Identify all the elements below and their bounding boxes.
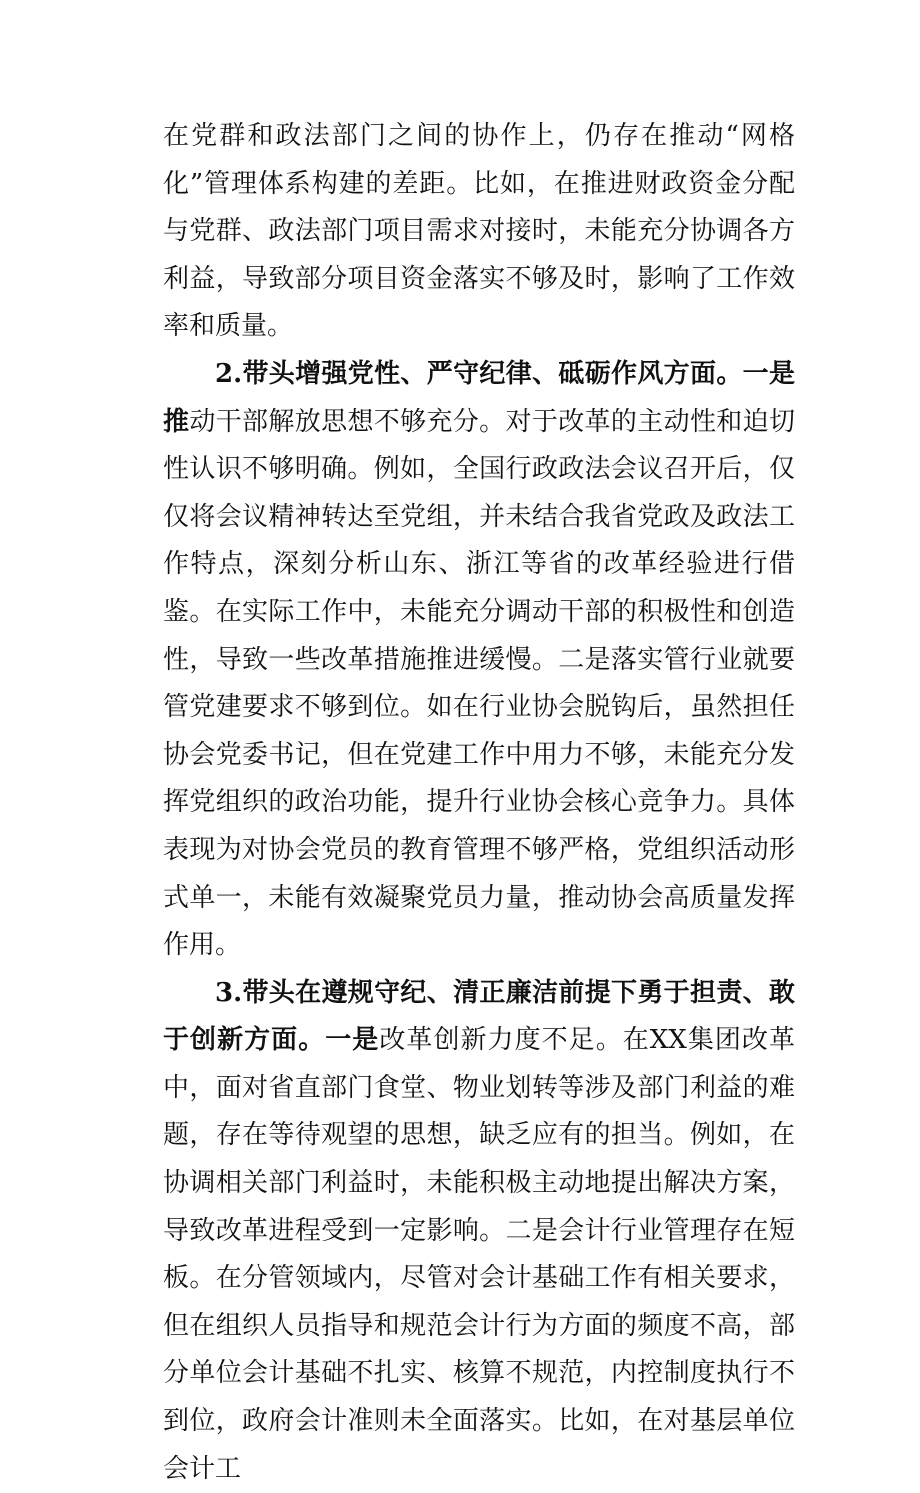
paragraph-3 — [163, 970, 795, 1493]
paragraph-1 — [163, 113, 795, 351]
paragraph-3-heading: 3.带头在遵规守纪、清正廉洁前提下勇于担责、敢于创新方面。 — [163, 977, 795, 1056]
document-body — [163, 113, 795, 1493]
paragraph-3-text: 改革创新力度不足。在XX集团改革中，面对省直部门食堂、物业划转等涉及部门利益的难题，存在等待观望的思想，缺乏应有的担当。例如，在协调相关部门利益时，未能积极主动地提出解决方案，导致改革进程受到一定影响。二是会计行业管理存在短板。在分管领域内，尽管对会计基础工作有相关要求，但在组织人员指导和规范会计行为方面的频度不高，部分单位会计基础不扎实、核算不规范，内控制度执行不到位，政府会计准则未全面落实。比如，在对基层单位会计工 — [163, 1025, 795, 1484]
paragraph-2-heading: 2.带头增强党性、严守纪律、砥砺作风方面。 — [215, 358, 743, 389]
paragraph-2-text: 动干部解放思想不够充分。对于改革的主动性和迫切性认识不够明确。例如，全国行政政法会议召开后，仅仅将会议精神转达至党组，并未结合我省党政及政法工作特点，深刻分析山东、浙江等省的改革经验进行借鉴。在实际工作中，未能充分调动干部的积极性和创造性，导致一些改革措施推进缓慢。二是落实管行业就要管党建要求不够到位。如在行业协会脱钩后，虽然担任协会党委书记，但在党建工作中用力不够，未能充分发挥党组织的政治功能，提升行业协会核心竞争力。具体表现为对协会党员的教育管理不够严格，党组织活动形式单一，未能有效凝聚党员力量，推动协会高质量发挥作用。 — [163, 406, 795, 961]
paragraph-3-lead: 一是 — [325, 1025, 380, 1056]
paragraph-1-text: 在党群和政法部门之间的协作上，仍存在推动“网格化”管理体系构建的差距。比如，在推进财政资金分配与党群、政法部门项目需求对接时，未能充分协调各方利益，导致部分项目资金落实不够及时，影响了工作效率和质量。 — [163, 121, 795, 342]
paragraph-2 — [163, 351, 795, 970]
paragraph-2-lead: 一是推 — [163, 358, 795, 437]
